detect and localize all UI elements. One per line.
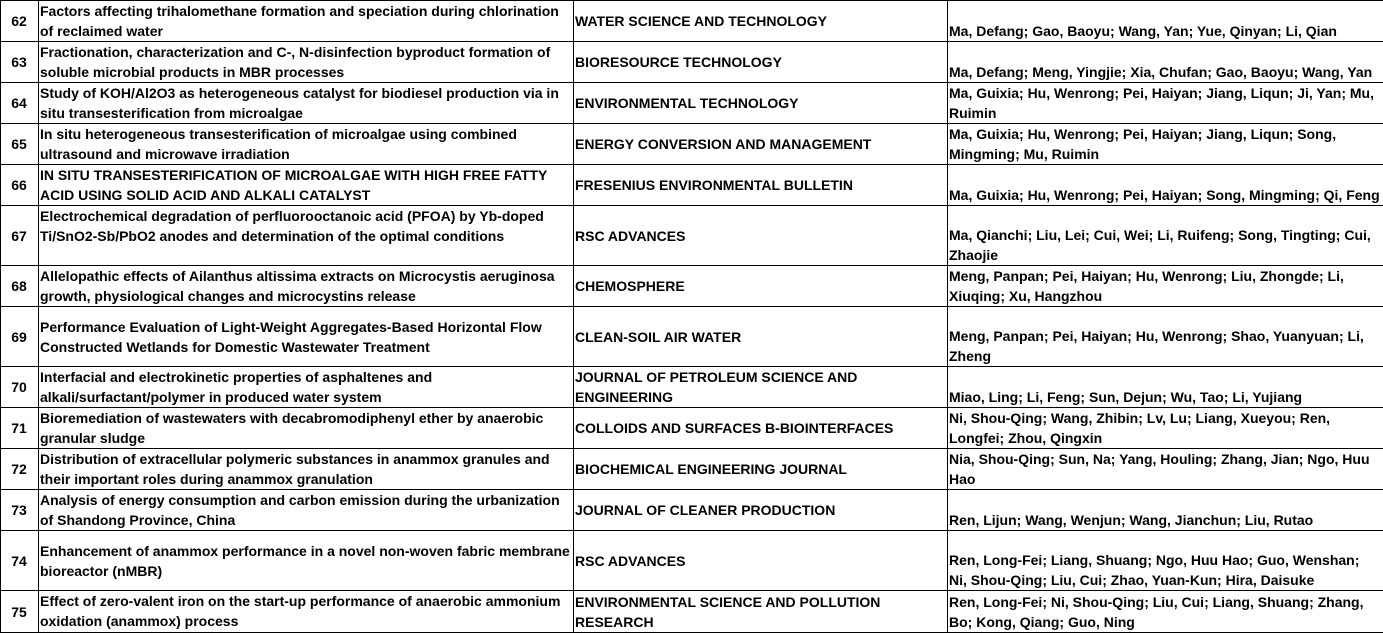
row-number-cell[interactable]: 66 bbox=[1, 165, 39, 206]
row-number-cell[interactable]: 67 bbox=[1, 206, 39, 266]
title-cell[interactable]: Electrochemical degradation of perfluorooctanoic acid (PFOA) by Yb-doped Ti/SnO2-Sb/PbO2 anodes and determination of the optimal conditions bbox=[39, 206, 574, 266]
row-number-cell[interactable]: 62 bbox=[1, 1, 39, 42]
table-row bbox=[1, 591, 1383, 633]
table-row bbox=[1, 266, 1383, 307]
row-number-cell[interactable]: 69 bbox=[1, 307, 39, 367]
authors-cell[interactable]: Ma, Guixia; Hu, Wenrong; Pei, Haiyan; Jiang, Liqun; Ji, Yan; Mu, Ruimin bbox=[948, 83, 1383, 124]
table-row bbox=[1, 206, 1383, 266]
table-row bbox=[1, 83, 1383, 124]
row-number-cell[interactable]: 68 bbox=[1, 266, 39, 307]
title-cell[interactable]: In situ heterogeneous transesterification of microalgae using combined ultrasound and microwave irradiation bbox=[39, 124, 574, 165]
row-number-cell[interactable]: 73 bbox=[1, 490, 39, 531]
journal-cell[interactable]: CLEAN-SOIL AIR WATER bbox=[574, 307, 948, 367]
table-row bbox=[1, 367, 1383, 408]
table-row bbox=[1, 449, 1383, 490]
authors-cell[interactable]: Ma, Qianchi; Liu, Lei; Cui, Wei; Li, Ruifeng; Song, Tingting; Cui, Zhaojie bbox=[948, 206, 1383, 266]
authors-cell[interactable]: Ma, Defang; Gao, Baoyu; Wang, Yan; Yue, Qinyan; Li, Qian bbox=[948, 1, 1383, 42]
journal-cell[interactable]: ENVIRONMENTAL TECHNOLOGY bbox=[574, 83, 948, 124]
row-number-cell[interactable]: 70 bbox=[1, 367, 39, 408]
title-cell[interactable]: Fractionation, characterization and C-, N-disinfection byproduct formation of soluble microbial products in MBR processes bbox=[39, 42, 574, 83]
authors-cell[interactable]: Meng, Panpan; Pei, Haiyan; Hu, Wenrong; Shao, Yuanyuan; Li, Zheng bbox=[948, 307, 1383, 367]
table-row bbox=[1, 42, 1383, 83]
title-cell[interactable]: Analysis of energy consumption and carbon emission during the urbanization of Shandong Province, China bbox=[39, 490, 574, 531]
title-cell[interactable]: Distribution of extracellular polymeric substances in anammox granules and their important roles during anammox granulation bbox=[39, 449, 574, 490]
title-cell[interactable]: Factors affecting trihalomethane formation and speciation during chlorination of reclaimed water bbox=[39, 1, 574, 42]
authors-cell[interactable]: Ren, Long-Fei; Ni, Shou-Qing; Liu, Cui; Liang, Shuang; Zhang, Bo; Kong, Qiang; Guo, Ning bbox=[948, 591, 1383, 633]
table-row bbox=[1, 124, 1383, 165]
journal-cell[interactable]: CHEMOSPHERE bbox=[574, 266, 948, 307]
row-number-cell[interactable]: 64 bbox=[1, 83, 39, 124]
journal-cell[interactable]: WATER SCIENCE AND TECHNOLOGY bbox=[574, 1, 948, 42]
table-row bbox=[1, 165, 1383, 206]
authors-cell[interactable]: Ma, Guixia; Hu, Wenrong; Pei, Haiyan; Song, Mingming; Qi, Feng bbox=[948, 165, 1383, 206]
title-cell[interactable]: Allelopathic effects of Ailanthus altissima extracts on Microcystis aeruginosa growth, physiological changes and microcystins release bbox=[39, 266, 574, 307]
journal-cell[interactable]: JOURNAL OF PETROLEUM SCIENCE AND ENGINEERING bbox=[574, 367, 948, 408]
table-row bbox=[1, 1, 1383, 42]
journal-cell[interactable]: RSC ADVANCES bbox=[574, 206, 948, 266]
row-number-cell[interactable]: 71 bbox=[1, 408, 39, 449]
authors-cell[interactable]: Ma, Defang; Meng, Yingjie; Xia, Chufan; Gao, Baoyu; Wang, Yan bbox=[948, 42, 1383, 83]
journal-cell[interactable]: COLLOIDS AND SURFACES B-BIOINTERFACES bbox=[574, 408, 948, 449]
authors-cell[interactable]: Ren, Lijun; Wang, Wenjun; Wang, Jianchun; Liu, Rutao bbox=[948, 490, 1383, 531]
title-cell[interactable]: Bioremediation of wastewaters with decabromodiphenyl ether by anaerobic granular sludge bbox=[39, 408, 574, 449]
title-cell[interactable]: Enhancement of anammox performance in a novel non-woven fabric membrane bioreactor (nMBR) bbox=[39, 531, 574, 591]
table-row bbox=[1, 307, 1383, 367]
row-number-cell[interactable]: 72 bbox=[1, 449, 39, 490]
title-cell[interactable]: Effect of zero-valent iron on the start-up performance of anaerobic ammonium oxidation (anammox) process bbox=[39, 591, 574, 633]
table-row bbox=[1, 531, 1383, 591]
title-cell[interactable]: Performance Evaluation of Light-Weight Aggregates-Based Horizontal Flow Constructed Wetlands for Domestic Wastewater Treatment bbox=[39, 307, 574, 367]
journal-cell[interactable]: BIOCHEMICAL ENGINEERING JOURNAL bbox=[574, 449, 948, 490]
authors-cell[interactable]: Ma, Guixia; Hu, Wenrong; Pei, Haiyan; Jiang, Liqun; Song, Mingming; Mu, Ruimin bbox=[948, 124, 1383, 165]
authors-cell[interactable]: Nia, Shou-Qing; Sun, Na; Yang, Houling; Zhang, Jian; Ngo, Huu Hao bbox=[948, 449, 1383, 490]
journal-cell[interactable]: FRESENIUS ENVIRONMENTAL BULLETIN bbox=[574, 165, 948, 206]
title-cell[interactable]: Interfacial and electrokinetic properties of asphaltenes and alkali/surfactant/polymer in produced water system bbox=[39, 367, 574, 408]
authors-cell[interactable]: Meng, Panpan; Pei, Haiyan; Hu, Wenrong; Liu, Zhongde; Li, Xiuqing; Xu, Hangzhou bbox=[948, 266, 1383, 307]
authors-cell[interactable]: Ren, Long-Fei; Liang, Shuang; Ngo, Huu Hao; Guo, Wenshan; Ni, Shou-Qing; Liu, Cui; Zhao, Yuan-Kun; Hira, Daisuke bbox=[948, 531, 1383, 591]
row-number-cell[interactable]: 74 bbox=[1, 531, 39, 591]
authors-cell[interactable]: Ni, Shou-Qing; Wang, Zhibin; Lv, Lu; Liang, Xueyou; Ren, Longfei; Zhou, Qingxin bbox=[948, 408, 1383, 449]
row-number-cell[interactable]: 65 bbox=[1, 124, 39, 165]
journal-cell[interactable]: JOURNAL OF CLEANER PRODUCTION bbox=[574, 490, 948, 531]
title-cell[interactable]: Study of KOH/Al2O3 as heterogeneous catalyst for biodiesel production via in situ transesterification from microalgae bbox=[39, 83, 574, 124]
table-row bbox=[1, 408, 1383, 449]
journal-cell[interactable]: BIORESOURCE TECHNOLOGY bbox=[574, 42, 948, 83]
table-row bbox=[1, 490, 1383, 531]
row-number-cell[interactable]: 75 bbox=[1, 591, 39, 633]
journal-cell[interactable]: RSC ADVANCES bbox=[574, 531, 948, 591]
title-cell[interactable]: IN SITU TRANSESTERIFICATION OF MICROALGAE WITH HIGH FREE FATTY ACID USING SOLID ACID AND ALKALI CATALYST bbox=[39, 165, 574, 206]
authors-cell[interactable]: Miao, Ling; Li, Feng; Sun, Dejun; Wu, Tao; Li, Yujiang bbox=[948, 367, 1383, 408]
journal-cell[interactable]: ENERGY CONVERSION AND MANAGEMENT bbox=[574, 124, 948, 165]
row-number-cell[interactable]: 63 bbox=[1, 42, 39, 83]
journal-cell[interactable]: ENVIRONMENTAL SCIENCE AND POLLUTION RESEARCH bbox=[574, 591, 948, 633]
